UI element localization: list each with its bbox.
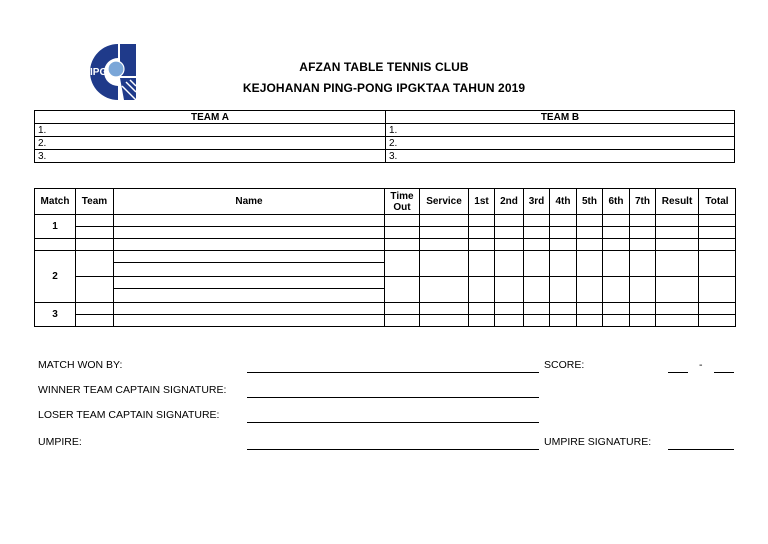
match-header: Match (35, 189, 76, 215)
score-table (34, 188, 736, 327)
match-2-number: 2 (35, 251, 76, 303)
total-header: Total (699, 189, 736, 215)
teams-table (34, 110, 735, 163)
table-row (35, 277, 736, 303)
score-a-line[interactable] (668, 372, 688, 373)
loser-signature-line[interactable] (247, 422, 539, 423)
team-header: Team (76, 189, 114, 215)
institution-logo (84, 42, 138, 102)
service-header: Service (420, 189, 469, 215)
team-a-player-2[interactable]: 2. (35, 137, 386, 150)
club-name: AFZAN TABLE TENNIS CLUB (299, 60, 469, 74)
result-header: Result (656, 189, 699, 215)
team-b-player-3[interactable]: 3. (386, 150, 735, 163)
table-row (35, 239, 736, 251)
table-row (35, 251, 736, 277)
umpire-signature-line[interactable] (668, 449, 734, 450)
score-separator: - (699, 359, 703, 371)
team-b-header: TEAM B (386, 111, 735, 124)
score-b-line[interactable] (714, 372, 734, 373)
team-a-header: TEAM A (35, 111, 386, 124)
umpire-line[interactable] (247, 449, 539, 450)
game-7-header: 7th (630, 189, 656, 215)
game-1-header: 1st (469, 189, 495, 215)
match-won-by-label: MATCH WON BY: (38, 359, 123, 371)
name-header: Name (114, 189, 385, 215)
team-a-player-1[interactable]: 1. (35, 124, 386, 137)
game-2-header: 2nd (495, 189, 524, 215)
match-won-by-line[interactable] (247, 372, 539, 373)
winner-signature-line[interactable] (247, 397, 539, 398)
match-1-number: 1 (35, 215, 76, 239)
time-out-header: Time Out (385, 189, 420, 215)
loser-signature-label: LOSER TEAM CAPTAIN SIGNATURE: (38, 409, 220, 421)
team-b-player-1[interactable]: 1. (386, 124, 735, 137)
game-4-header: 4th (550, 189, 577, 215)
team-b-player-2[interactable]: 2. (386, 137, 735, 150)
team-a-player-3[interactable]: 3. (35, 150, 386, 163)
table-row (35, 215, 736, 227)
score-label: SCORE: (544, 359, 585, 371)
table-row (35, 315, 736, 327)
game-3-header: 3rd (524, 189, 550, 215)
event-name: KEJOHANAN PING-PONG IPGKTAA TAHUN 2019 (242, 81, 526, 95)
winner-signature-label: WINNER TEAM CAPTAIN SIGNATURE: (38, 384, 227, 396)
umpire-label: UMPIRE: (38, 436, 82, 448)
umpire-signature-label: UMPIRE SIGNATURE: (544, 436, 652, 448)
match-3-number: 3 (35, 303, 76, 327)
game-5-header: 5th (577, 189, 603, 215)
table-row (35, 303, 736, 315)
table-row (35, 227, 736, 239)
logo-text: IPG (90, 67, 108, 78)
game-6-header: 6th (603, 189, 630, 215)
